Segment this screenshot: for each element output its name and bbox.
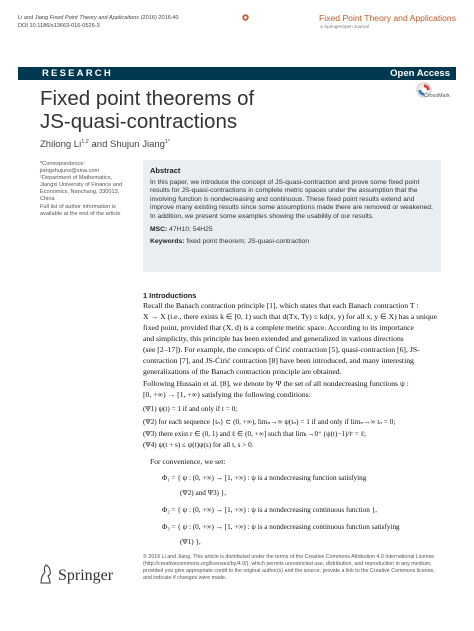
abstract-box bbox=[143, 160, 441, 272]
article-title bbox=[40, 87, 254, 133]
body-line: and simplicity, this principle has been extended and generalized in various directions bbox=[143, 334, 404, 343]
def-phi3: Φ₃ = { ψ : (0, +∞) → [1, +∞) : ψ is a nondecreasing continuous function satisfying bbox=[162, 523, 400, 531]
convenience-text: For convenience, we set: bbox=[150, 457, 226, 466]
msc-label: MSC: bbox=[150, 226, 168, 234]
open-access-label[interactable]: Open Access bbox=[390, 68, 450, 79]
affiliation-note: Full list of author information is bbox=[40, 203, 116, 210]
def-phi1: Φ₁ = { ψ : (0, +∞) → [1, +∞) : ψ is a nondecreasing function satisfying bbox=[162, 474, 367, 482]
msc-row bbox=[150, 226, 435, 233]
citation-authors: Li and Jiang bbox=[18, 15, 49, 21]
body-line: Recall the Banach contraction principle [1], which states that each Banach contraction T : bbox=[143, 301, 419, 310]
author-1-affil: 1,2 bbox=[81, 139, 89, 145]
doi-text[interactable]: DOI 10.1186/s13663-016-0526-3 bbox=[18, 22, 100, 29]
body-line: [0, +∞) → [1, +∞) satisfying the following conditions: bbox=[143, 390, 311, 399]
body-line: Following Hussain et al. [8], we denote by Ψ the set of all nondecreasing functions ψ : bbox=[143, 379, 409, 388]
publisher-logo: Springer bbox=[58, 567, 114, 584]
section-heading: 1 Introductions bbox=[143, 291, 197, 300]
journal-subtitle: a SpringerOpen Journal bbox=[320, 24, 369, 29]
def-phi2: Φ₂ = { ψ : (0, +∞) → [1, +∞) : ψ is a nondecreasing continuous function }, bbox=[162, 506, 377, 514]
body-line: contraction [7], and JS-Ćirić contraction [8] have been introduced, and many interesting bbox=[143, 356, 414, 365]
article-type-banner bbox=[18, 67, 456, 80]
citation-journal: Fixed Point Theory and Applications bbox=[49, 15, 140, 21]
affiliation-line: Jiangxi University of Finance and bbox=[40, 182, 123, 189]
condition-psi2: (Ψ2) for each sequence {tₙ} ⊂ (0, +∞), limₙ→∞ ψ(tₙ) = 1 if and only if limₙ→∞ tₙ = 0; bbox=[143, 418, 396, 426]
title-line-1: Fixed point theorems of bbox=[40, 87, 255, 110]
author-2-affil: 1* bbox=[164, 139, 171, 145]
affiliation-line: Economics, Nanchang, 330013, bbox=[40, 189, 120, 196]
keywords-value: fixed point theorem; JS-quasi-contraction bbox=[186, 238, 310, 246]
affiliation-block bbox=[40, 161, 135, 218]
def-phi1-cont: (Ψ2) and Ψ3) }, bbox=[180, 489, 226, 497]
intro-paragraphs bbox=[143, 301, 443, 401]
citation-year: (2016) 2016:40 bbox=[140, 15, 179, 21]
condition-psi4: (Ψ4) ψ(t + s) ≤ ψ(t)ψ(s) for all t, s > 0. bbox=[143, 441, 254, 449]
crossmark-label: CrossMark bbox=[423, 93, 450, 99]
def-phi3-cont: (Ψ1) }, bbox=[180, 538, 201, 546]
journal-logo-icon bbox=[242, 14, 249, 21]
body-line: generalizations of the Banach contraction principle are obtained. bbox=[143, 367, 342, 376]
body-line: X → X (i.e., there exists k ∈ [0, 1) such that d(Tx, Ty) ≤ kd(x, y) for all x, y ∈ X) has a unique bbox=[143, 312, 438, 321]
keywords-label: Keywords: bbox=[150, 238, 185, 246]
affiliation-line: ¹Department of Mathematics, bbox=[40, 175, 113, 182]
correspondence-email[interactable]: jiangshujuns@sina.com bbox=[40, 168, 100, 175]
article-type-label: RESEARCH bbox=[42, 68, 113, 79]
affiliation-note: available at the end of the article bbox=[40, 210, 121, 217]
author-separator: and bbox=[88, 139, 110, 151]
citation-header bbox=[18, 15, 179, 30]
author-1[interactable]: Zhilong Li bbox=[40, 139, 82, 151]
abstract-text: In this paper, we introduce the concept of JS-quasi-contraction and prove some fixed point results for JS-quasi-contractions in complete metric spaces under the assumption that the involving function is nondecreasing and continuous. These fixed point results extend and improve many existing results since some assumptions made there are removed or weakened. In addition, we present some examples showing the usability of our results. bbox=[150, 179, 433, 220]
msc-value: 47H10; 54H25 bbox=[169, 226, 213, 234]
affiliation-line: China bbox=[40, 196, 55, 203]
body-line: fixed point, provided that (X, d) is a complete metric space. According to its importance bbox=[143, 323, 414, 332]
correspondence-label: *Correspondence: bbox=[40, 161, 86, 167]
author-2[interactable]: Shujun Jiang bbox=[110, 139, 165, 151]
abstract-heading: Abstract bbox=[150, 166, 181, 175]
license-text: © 2016 Li and Jiang. This article is distributed under the terms of the Creative Commons Attribution 4.0 International License (http://creativecommons.org/licenses/by/4.0/), which permits unrestricted use, distribution, and reproduction in any medium, provided you give appropriate credit to the original author(s) and the source, provide a link to the Creative Commons license, and indicate if changes were made. bbox=[143, 554, 435, 582]
condition-psi1: (Ψ1) ψ(t) = 1 if and only if t = 0; bbox=[143, 405, 238, 413]
body-line: (see [2–17]). For example, the concepts of Ćirić contraction [5], quasi-contraction [6], JS- bbox=[143, 345, 420, 354]
condition-psi3: (Ψ3) there exist r ∈ (0, 1) and ℓ ∈ (0, +∞] such that limₜ→0⁺ (ψ(t)−1)/tʳ = ℓ; bbox=[143, 430, 367, 438]
journal-name: Fixed Point Theory and Applications bbox=[319, 13, 456, 23]
title-line-2: JS-quasi-contractions bbox=[40, 110, 238, 133]
author-list bbox=[40, 139, 170, 150]
keywords-row bbox=[150, 238, 435, 245]
springer-horse-icon bbox=[38, 563, 54, 585]
